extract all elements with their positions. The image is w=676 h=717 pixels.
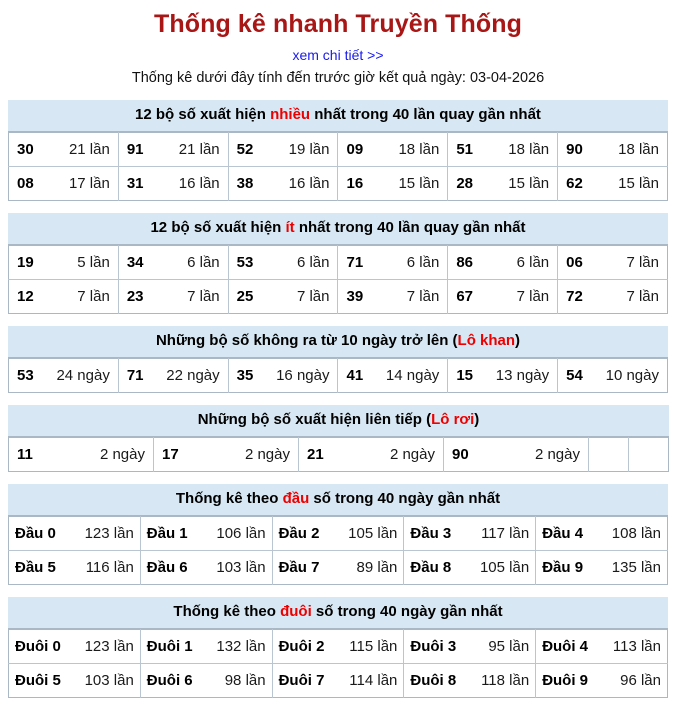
stats-cell-value: 2 ngày (244, 446, 290, 463)
stats-cell-inner (299, 446, 443, 463)
stats-cell-value: 105 lần (348, 525, 398, 542)
stats-cell-key: Đầu 2 (278, 525, 320, 542)
stats-cell-inner (141, 672, 272, 689)
stats-cell[interactable] (9, 280, 119, 314)
stats-cell-key: Đầu 5 (15, 559, 56, 576)
stats-cell[interactable] (299, 438, 444, 472)
stats-cell-inner (536, 525, 667, 542)
stats-cell-inner (404, 672, 535, 689)
stats-cell-inner (9, 254, 118, 271)
stats-cell[interactable] (558, 167, 668, 201)
stats-cell-key: 16 (346, 175, 364, 192)
stats-cell[interactable] (558, 246, 668, 280)
stats-cell[interactable] (338, 246, 448, 280)
stats-cell-value: 5 lần (77, 254, 110, 271)
stats-cell-inner (404, 638, 535, 655)
stats-cell-inner (119, 141, 228, 158)
stats-cell-value: 105 lần (479, 559, 530, 576)
stats-cell[interactable] (272, 551, 404, 585)
as-of-text: Thống kê dưới đây tính đến trước giờ kết quả ngày: 03-04-2026 (131, 70, 545, 86)
stats-cell-value: 24 ngày (56, 367, 110, 384)
stats-cell-inner (9, 367, 118, 384)
stats-cell-inner (273, 559, 404, 576)
stats-cell[interactable] (140, 517, 272, 551)
stats-cell[interactable] (118, 133, 228, 167)
stats-cell-value: 22 ngày (166, 367, 220, 384)
stats-cell-key: 12 (17, 288, 34, 305)
stats-cell-value: 15 lần (618, 175, 659, 192)
stats-cell-key: 17 (162, 446, 179, 463)
stats-cell-value: 117 lần (481, 525, 530, 542)
title-text-after: nhất trong 40 lần quay gần nhất (310, 106, 541, 123)
page-title: Thống kê nhanh Truyền Thống (154, 10, 522, 38)
stats-cell-key: 90 (566, 141, 583, 158)
stats-cell-value: 18 lần (398, 141, 440, 158)
stats-cell-key: 15 (456, 367, 473, 384)
stats-cell-value: 21 lần (178, 141, 220, 158)
stats-cell-value: 7 lần (516, 288, 550, 305)
stats-cell-inner (536, 638, 667, 655)
stats-cell-inner (119, 175, 228, 192)
stats-cell-inner (9, 525, 140, 542)
stats-cell-value: 10 ngày (605, 367, 659, 384)
stats-cell[interactable] (140, 664, 272, 698)
stats-cell-inner (9, 672, 140, 689)
stats-cell-value: 7 lần (77, 288, 110, 305)
table-row (9, 280, 668, 314)
stats-cell-inner (229, 367, 338, 384)
stats-cell-key: Đầu 1 (146, 525, 188, 542)
stats-cell-key: Đầu 8 (410, 559, 452, 576)
stats-cell-key: 53 (236, 254, 254, 271)
stats-cell-key: 54 (566, 367, 583, 384)
stats-cell-value: 7 lần (626, 288, 659, 305)
stats-cell-value: 16 lần (178, 175, 220, 192)
stats-cell[interactable] (272, 517, 404, 551)
stats-cell[interactable] (338, 167, 448, 201)
stats-cell-inner (338, 141, 447, 158)
stats-table-dau-so (8, 484, 668, 585)
stats-cell-value: 17 lần (68, 175, 110, 192)
stats-cell-key: Đuôi 0 (15, 638, 61, 655)
section-title-least-frequent (8, 213, 668, 245)
stats-cell-key: Đầu 3 (410, 525, 452, 542)
stats-cell-inner (273, 525, 404, 542)
stats-cell-value: 2 ngày (99, 446, 145, 463)
stats-cell[interactable] (9, 438, 154, 472)
stats-cell-value: 89 lần (356, 559, 398, 576)
title-accent-word: ít (285, 219, 295, 236)
stats-cell[interactable] (118, 359, 228, 393)
stats-cell-key: 90 (452, 446, 469, 463)
stats-cell-value: 95 lần (488, 638, 530, 655)
stats-cell[interactable] (140, 630, 272, 664)
stats-cell-key: Đuôi 5 (15, 672, 61, 689)
stats-cell-value: 2 ngày (534, 446, 580, 463)
empty-placeholder (589, 438, 628, 471)
stats-cell[interactable] (404, 664, 536, 698)
stats-cell-inner (119, 367, 228, 384)
stats-cell-key: 41 (346, 367, 364, 384)
stats-cell-inner (558, 175, 667, 192)
stats-cell-key: 19 (17, 254, 34, 271)
stats-cell[interactable] (448, 167, 558, 201)
stats-cell-inner (444, 446, 588, 463)
stats-cell-inner (9, 638, 140, 655)
title-text-before: 12 bộ số xuất hiện (150, 219, 286, 236)
stats-cell-value: 2 ngày (389, 446, 435, 463)
stats-cell-inner (229, 288, 338, 305)
title-text-after: số trong 40 ngày gần nhất (309, 490, 501, 507)
stats-cell-value: 7 lần (187, 288, 220, 305)
stats-cell[interactable] (404, 630, 536, 664)
stats-cell-inner (9, 175, 118, 192)
stats-cell-key: 11 (17, 446, 33, 463)
stats-cell-inner (448, 141, 557, 158)
section-title-dau-so (8, 484, 668, 516)
table-row (9, 133, 668, 167)
stats-cell-key: Đuôi 8 (410, 672, 457, 689)
stats-cell-inner (9, 446, 153, 463)
stats-cell-value: 15 lần (508, 175, 550, 192)
stats-cell-value: 98 lần (224, 672, 266, 689)
stats-cell-inner (536, 672, 667, 689)
stats-cell-inner (9, 141, 118, 158)
stats-cell-value: 14 ngày (385, 367, 440, 384)
stats-cell-value: 18 lần (618, 141, 659, 158)
stats-cell-inner (119, 288, 228, 305)
title-text-before: Thống kê theo (173, 603, 281, 620)
stats-cell[interactable] (338, 280, 448, 314)
stats-cell-value: 15 lần (398, 175, 440, 192)
stats-cell-key: 06 (566, 254, 583, 271)
title-text-before: Thống kê theo (175, 490, 283, 507)
table-row (9, 246, 668, 280)
section-title-duoi-so (8, 597, 668, 629)
stats-cell-key: Đầu 0 (15, 525, 56, 542)
stats-cell[interactable] (9, 246, 119, 280)
stats-cell-key: 52 (236, 141, 254, 158)
stats-cell[interactable] (558, 133, 668, 167)
stats-cell-key: 86 (456, 254, 473, 271)
stats-cell[interactable] (228, 280, 338, 314)
stats-cell-value: 7 lần (406, 288, 440, 305)
section-title-most-frequent (8, 100, 668, 132)
stats-cell-inner (536, 559, 667, 576)
stats-cell-key: 09 (346, 141, 364, 158)
stats-cell-inner (9, 559, 140, 576)
stats-cell-inner (338, 254, 447, 271)
stats-cell-value: 106 lần (216, 525, 266, 542)
stats-cell[interactable] (9, 664, 141, 698)
stats-cell-inner (448, 288, 557, 305)
stats-cell[interactable] (272, 664, 404, 698)
stats-cell-inner (273, 672, 404, 689)
title-text-after: nhất trong 40 lần quay gần nhất (294, 219, 526, 236)
title-accent-word: Lô rơi (431, 411, 475, 428)
stats-cell[interactable] (448, 246, 558, 280)
stats-cell-key: 71 (126, 367, 144, 384)
stats-cell-key: 62 (566, 175, 583, 192)
stats-cell-key: 35 (236, 367, 254, 384)
stats-cell-inner (273, 638, 404, 655)
stats-table-lo-roi (8, 405, 669, 472)
stats-cell-value: 123 lần (84, 525, 134, 542)
stats-cell-inner (448, 367, 557, 384)
stats-cell-value: 6 lần (406, 254, 440, 271)
stats-cell-inner (141, 638, 272, 655)
stats-cell[interactable] (404, 551, 536, 585)
stats-cell-key: 30 (17, 141, 34, 158)
stats-cell-key: 25 (236, 288, 254, 305)
title-text-before: 12 bộ số xuất hiện (135, 106, 271, 123)
stats-cell-value: 7 lần (296, 288, 330, 305)
title-accent-word: nhiều (270, 106, 311, 123)
stats-cell[interactable] (444, 438, 589, 472)
stats-cell-key: 21 (307, 446, 324, 463)
stats-cell-value: 103 lần (84, 672, 134, 689)
stats-cell[interactable] (9, 517, 141, 551)
stats-cell-key: Đầu 6 (146, 559, 188, 576)
stats-cell[interactable] (228, 133, 338, 167)
stats-cell-value: 116 lần (85, 559, 134, 576)
stats-cell-inner (338, 175, 447, 192)
stats-cell-inner (229, 175, 338, 192)
stats-cell-value: 18 lần (508, 141, 550, 158)
stats-cell[interactable] (558, 280, 668, 314)
stats-cell[interactable] (228, 246, 338, 280)
stats-cell[interactable] (118, 167, 228, 201)
stats-cell-inner (558, 141, 667, 158)
stats-cell[interactable] (9, 133, 119, 167)
stats-cell-key: 91 (126, 141, 144, 158)
stats-sections (0, 100, 676, 698)
stats-cell-inner (9, 288, 118, 305)
section-title-lo-roi (8, 405, 669, 437)
stats-cell-value: 19 lần (288, 141, 330, 158)
stats-cell[interactable] (9, 551, 141, 585)
stats-cell[interactable] (118, 280, 228, 314)
stats-cell-value: 115 lần (349, 638, 398, 655)
stats-cell-value: 21 lần (68, 141, 110, 158)
stats-cell-key: Đuôi 1 (146, 638, 193, 655)
title-text-before: Những bộ số xuất hiện liên tiếp ( (197, 411, 432, 428)
stats-cell-inner (558, 367, 667, 384)
stats-cell-key: 53 (17, 367, 34, 384)
stats-cell[interactable] (536, 551, 668, 585)
stats-cell[interactable] (228, 359, 338, 393)
stats-cell[interactable] (536, 517, 668, 551)
stats-table-duoi-so (8, 597, 668, 698)
stats-cell-key: Đuôi 4 (542, 638, 589, 655)
stats-cell-key: 71 (346, 254, 364, 271)
stats-cell-key: 38 (236, 175, 254, 192)
page-header (0, 0, 676, 88)
stats-cell-inner (141, 525, 272, 542)
stats-cell[interactable] (272, 630, 404, 664)
stats-cell[interactable] (228, 167, 338, 201)
table-row (9, 664, 668, 698)
title-text-after: ) (515, 332, 521, 349)
stats-cell[interactable] (448, 133, 558, 167)
stats-cell-value: 135 lần (611, 559, 661, 576)
stats-cell[interactable] (154, 438, 299, 472)
stats-cell-key: Đuôi 6 (146, 672, 193, 689)
stats-cell-key: Đầu 4 (542, 525, 584, 542)
stats-cell-key: 23 (126, 288, 144, 305)
title-accent-word: Lô khan (457, 332, 516, 349)
table-row (9, 438, 669, 472)
stats-cell-key: 34 (126, 254, 144, 271)
stats-cell-inner (154, 446, 298, 463)
stats-cell-key: Đuôi 3 (410, 638, 457, 655)
stats-cell-value: 7 lần (626, 254, 659, 271)
stats-cell-key: 31 (126, 175, 144, 192)
stats-cell-key: Đuôi 7 (278, 672, 325, 689)
view-detail-link[interactable]: xem chi tiết >> (292, 47, 384, 63)
stats-cell[interactable] (118, 246, 228, 280)
stats-cell[interactable] (9, 359, 119, 393)
stats-cell-value: 103 lần (216, 559, 266, 576)
stats-cell-value: 113 lần (612, 638, 661, 655)
stats-cell-inner (404, 559, 535, 576)
stats-cell-inner (141, 559, 272, 576)
stats-cell-key: 39 (346, 288, 364, 305)
stats-cell-value: 6 lần (296, 254, 330, 271)
stats-cell[interactable] (448, 359, 558, 393)
stats-cell-inner (558, 288, 667, 305)
stats-cell-value: 96 lần (620, 672, 661, 689)
stats-cell-value: 6 lần (516, 254, 550, 271)
stats-cell-key: Đầu 9 (542, 559, 584, 576)
stats-cell-inner (558, 254, 667, 271)
stats-cell-key: 08 (17, 175, 34, 192)
table-row (9, 517, 668, 551)
stats-cell-key: Đầu 7 (278, 559, 320, 576)
stats-cell-inner (448, 254, 557, 271)
title-text-after: ) (474, 411, 480, 428)
stats-cell[interactable] (404, 517, 536, 551)
stats-cell-inner (338, 367, 447, 384)
stats-cell[interactable] (536, 664, 668, 698)
table-row (9, 551, 668, 585)
stats-cell-inner (448, 175, 557, 192)
stats-cell-value: 108 lần (611, 525, 661, 542)
table-row (9, 167, 668, 201)
stats-cell[interactable] (9, 630, 141, 664)
stats-cell-key: 28 (456, 175, 473, 192)
stats-cell-inner (119, 254, 228, 271)
stats-cell-key: 51 (456, 141, 473, 158)
title-text-before: Những bộ số không ra từ 10 ngày trở lên ( (155, 332, 458, 349)
table-row (9, 359, 668, 393)
stats-cell[interactable] (448, 280, 558, 314)
stats-cell-value: 123 lần (84, 638, 134, 655)
title-text-after: số trong 40 ngày gần nhất (311, 603, 503, 620)
stats-cell-value: 16 ngày (276, 367, 330, 384)
stats-cell-empty (629, 438, 669, 472)
stats-cell-key: 67 (456, 288, 473, 305)
section-title-lo-khan (8, 326, 668, 358)
stats-table-lo-khan (8, 326, 668, 393)
stats-cell[interactable] (338, 133, 448, 167)
stats-cell[interactable] (338, 359, 448, 393)
stats-cell-key: Đuôi 9 (542, 672, 589, 689)
empty-placeholder (629, 438, 668, 471)
title-accent-word: đầu (282, 490, 310, 507)
stats-cell-key: Đuôi 2 (278, 638, 325, 655)
stats-cell-empty (589, 438, 629, 472)
stats-cell-inner (338, 288, 447, 305)
title-accent-word: đuôi (280, 603, 312, 620)
stats-cell-value: 114 lần (349, 672, 398, 689)
stats-cell-value: 132 lần (216, 638, 266, 655)
stats-cell-value: 16 lần (288, 175, 330, 192)
stats-cell[interactable] (9, 167, 119, 201)
stats-cell[interactable] (558, 359, 668, 393)
stats-cell[interactable] (140, 551, 272, 585)
table-row (9, 630, 668, 664)
stats-table-least-frequent (8, 213, 668, 314)
stats-cell-value: 13 ngày (495, 367, 550, 384)
stats-cell-inner (229, 141, 338, 158)
stats-cell-value: 6 lần (187, 254, 220, 271)
stats-cell[interactable] (536, 630, 668, 664)
stats-cell-inner (229, 254, 338, 271)
stats-table-most-frequent (8, 100, 668, 201)
stats-cell-key: 72 (566, 288, 583, 305)
stats-cell-inner (404, 525, 535, 542)
stats-cell-value: 118 lần (481, 672, 530, 689)
